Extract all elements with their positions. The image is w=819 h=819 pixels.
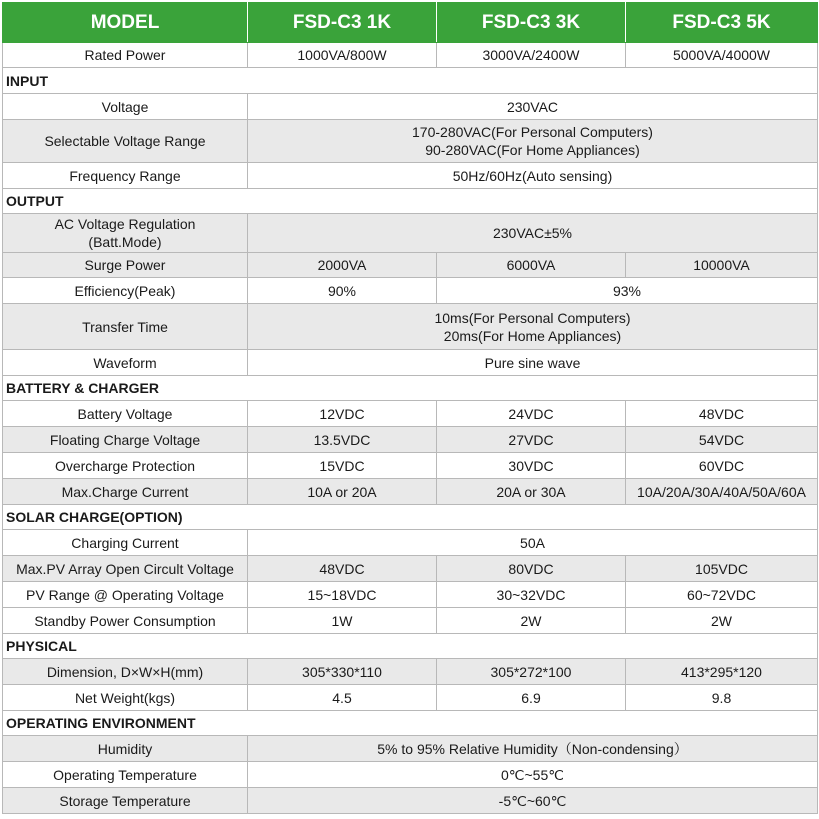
row-label: Floating Charge Voltage (3, 427, 248, 453)
cell-5k: 413*295*120 (626, 659, 818, 685)
cell-3k: 6.9 (437, 685, 626, 711)
row-floating-charge (3, 427, 818, 453)
row-dimension (3, 659, 818, 685)
header-model-5k: FSD-C3 5K (626, 3, 818, 43)
line-1: 10ms(For Personal Computers) (434, 309, 631, 326)
cell-all: -5℃~60℃ (248, 788, 818, 814)
section-solar (3, 505, 818, 530)
cell-1k: 10A or 20A (248, 479, 437, 505)
row-pv-range (3, 582, 818, 608)
row-standby-power (3, 608, 818, 634)
cell-3k: 3000VA/2400W (437, 43, 626, 68)
row-storage-temp (3, 788, 818, 814)
row-label: Frequency Range (3, 163, 248, 189)
line-2: 90-280VAC(For Home Appliances) (425, 142, 640, 158)
section-input (3, 68, 818, 94)
cell-3k-5k: 93% (437, 278, 818, 304)
row-humidity (3, 736, 818, 762)
cell-3k: 24VDC (437, 401, 626, 427)
section-title: OPERATING ENVIRONMENT (3, 711, 818, 736)
row-label: Charging Current (3, 530, 248, 556)
spec-table (2, 2, 818, 814)
row-label: Overcharge Protection (3, 453, 248, 479)
cell-all (248, 304, 818, 350)
cell-3k: 80VDC (437, 556, 626, 582)
cell-all (248, 120, 818, 163)
cell-1k: 15~18VDC (248, 582, 437, 608)
cell-3k: 27VDC (437, 427, 626, 453)
row-label: Surge Power (3, 253, 248, 278)
row-battery-voltage (3, 401, 818, 427)
cell-1k: 1000VA/800W (248, 43, 437, 68)
row-rated-power (3, 43, 818, 68)
row-charging-current (3, 530, 818, 556)
cell-1k: 2000VA (248, 253, 437, 278)
row-label: Humidity (3, 736, 248, 762)
cell-3k: 30~32VDC (437, 582, 626, 608)
row-label: Operating Temperature (3, 762, 248, 788)
section-title: PHYSICAL (3, 634, 818, 659)
cell-3k: 30VDC (437, 453, 626, 479)
header-model: MODEL (3, 3, 248, 43)
section-title: SOLAR CHARGE(OPTION) (3, 505, 818, 530)
cell-3k: 6000VA (437, 253, 626, 278)
row-pv-open-circuit (3, 556, 818, 582)
row-label: Dimension, D×W×H(mm) (3, 659, 248, 685)
row-net-weight (3, 685, 818, 711)
cell-5k: 54VDC (626, 427, 818, 453)
cell-all: 0℃~55℃ (248, 762, 818, 788)
row-label: Selectable Voltage Range (3, 120, 248, 163)
row-label: Max.PV Array Open Circult Voltage (3, 556, 248, 582)
cell-5k: 2W (626, 608, 818, 634)
cell-all: 50A (248, 530, 818, 556)
cell-1k: 13.5VDC (248, 427, 437, 453)
row-transfer-time (3, 304, 818, 350)
cell-3k: 2W (437, 608, 626, 634)
cell-5k: 105VDC (626, 556, 818, 582)
cell-all: 5% to 95% Relative Humidity（Non-condensing） (248, 736, 818, 762)
cell-all: 50Hz/60Hz(Auto sensing) (248, 163, 818, 189)
section-title: INPUT (3, 68, 818, 94)
row-label: Net Weight(kgs) (3, 685, 248, 711)
cell-5k: 60VDC (626, 453, 818, 479)
cell-5k: 60~72VDC (626, 582, 818, 608)
row-label: Transfer Time (3, 304, 248, 350)
cell-all: Pure sine wave (248, 350, 818, 376)
row-voltage-range (3, 120, 818, 163)
cell-3k: 20A or 30A (437, 479, 626, 505)
cell-5k: 48VDC (626, 401, 818, 427)
line-2: 20ms(For Home Appliances) (443, 327, 622, 344)
header-model-3k: FSD-C3 3K (437, 3, 626, 43)
row-label: Waveform (3, 350, 248, 376)
row-ac-regulation (3, 214, 818, 253)
cell-all: 230VAC (248, 94, 818, 120)
row-label: Battery Voltage (3, 401, 248, 427)
cell-1k: 90% (248, 278, 437, 304)
section-output (3, 189, 818, 214)
cell-5k: 10000VA (626, 253, 818, 278)
label-line-1: AC Voltage Regulation (54, 216, 196, 232)
row-frequency (3, 163, 818, 189)
row-surge-power (3, 253, 818, 278)
row-operating-temp (3, 762, 818, 788)
row-label: PV Range @ Operating Voltage (3, 582, 248, 608)
cell-1k: 12VDC (248, 401, 437, 427)
label-line-2: (Batt.Mode) (88, 234, 162, 250)
line-1: 170-280VAC(For Personal Computers) (412, 124, 653, 140)
section-environment (3, 711, 818, 736)
cell-1k: 15VDC (248, 453, 437, 479)
cell-all: 230VAC±5% (248, 214, 818, 253)
section-title: OUTPUT (3, 189, 818, 214)
cell-1k: 4.5 (248, 685, 437, 711)
cell-5k: 9.8 (626, 685, 818, 711)
row-label: Max.Charge Current (3, 479, 248, 505)
row-label: Storage Temperature (3, 788, 248, 814)
row-max-charge-current (3, 479, 818, 505)
row-label (3, 214, 248, 253)
row-overcharge (3, 453, 818, 479)
section-battery (3, 376, 818, 401)
row-waveform (3, 350, 818, 376)
cell-1k: 305*330*110 (248, 659, 437, 685)
cell-5k: 5000VA/4000W (626, 43, 818, 68)
section-physical (3, 634, 818, 659)
header-model-1k: FSD-C3 1K (248, 3, 437, 43)
cell-3k: 305*272*100 (437, 659, 626, 685)
section-title: BATTERY & CHARGER (3, 376, 818, 401)
row-label: Rated Power (3, 43, 248, 68)
row-label: Standby Power Consumption (3, 608, 248, 634)
row-label: Efficiency(Peak) (3, 278, 248, 304)
row-voltage (3, 94, 818, 120)
header-row (3, 3, 818, 43)
row-efficiency (3, 278, 818, 304)
cell-1k: 1W (248, 608, 437, 634)
row-label: Voltage (3, 94, 248, 120)
cell-5k: 10A/20A/30A/40A/50A/60A (626, 479, 818, 505)
cell-1k: 48VDC (248, 556, 437, 582)
